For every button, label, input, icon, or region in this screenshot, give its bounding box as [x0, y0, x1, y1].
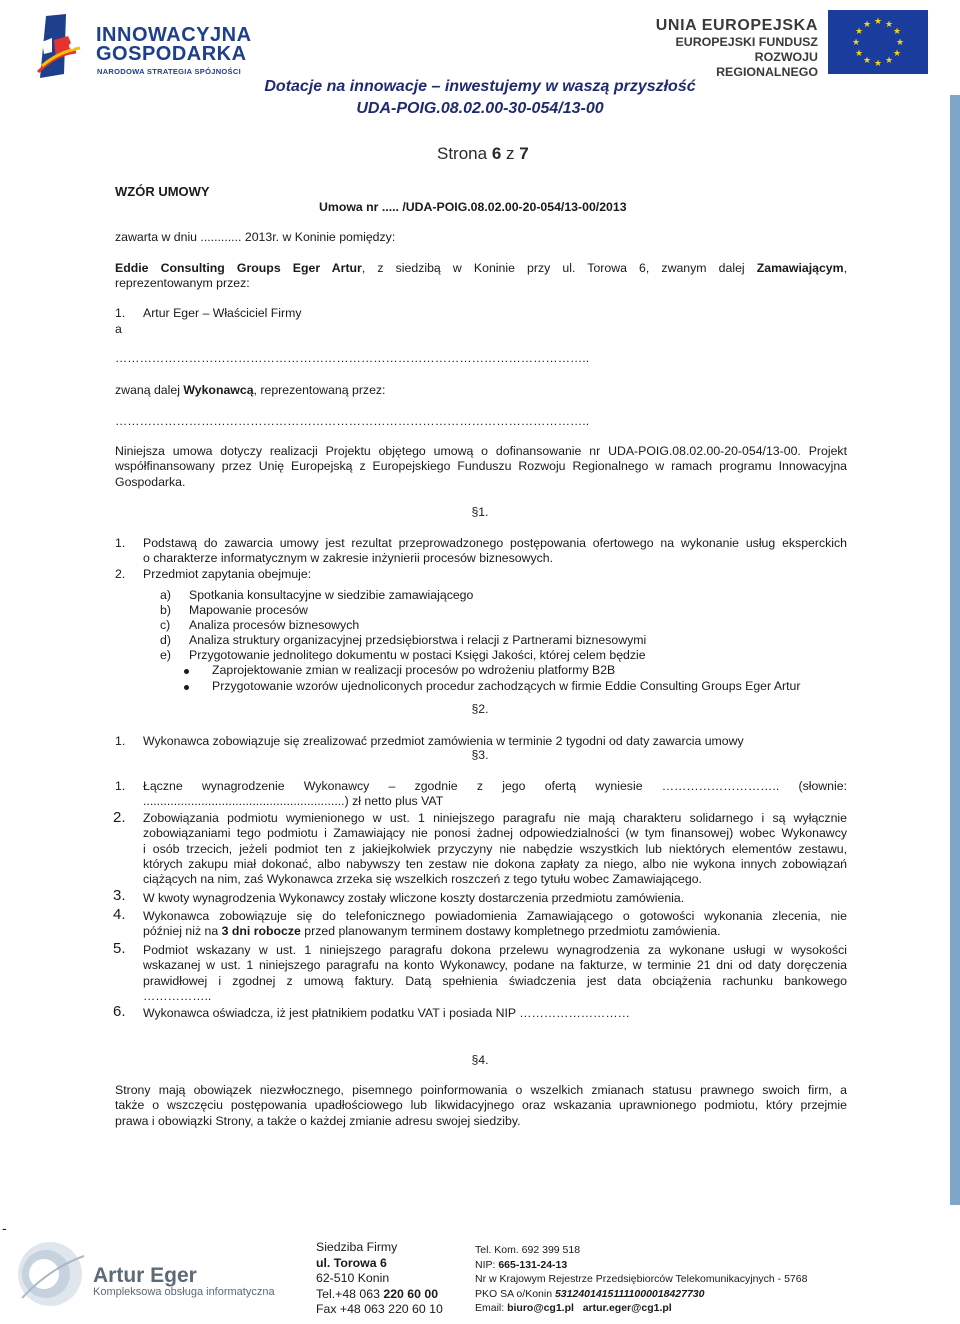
- page-number: [437, 144, 529, 164]
- s1-p1-num: 1.: [115, 536, 126, 550]
- dots-line-1: ……………………………………………………………………………………………………..: [115, 351, 590, 365]
- s3-p4-post: przed planowanym terminem dostawy kompletnego przedmiotu zamówienia.: [300, 924, 721, 939]
- ig-logo-subtitle: NARODOWA STRATEGIA SPÓJNOŚCI: [97, 67, 241, 76]
- list-label: e): [160, 648, 171, 662]
- s4-paragraph: [115, 1083, 847, 1129]
- footer-mobile: Tel. Kom. 692 399 518: [475, 1244, 581, 1256]
- svg-text:★: ★: [854, 49, 864, 59]
- s3-p4-line: [143, 924, 847, 939]
- eu-text-block: [654, 16, 818, 80]
- s3-p2-line: ciążących na nim, zaś Wykonawca zrzeka się wszelkich roszczeń z tego tytułu wobec Zamawiającego.: [143, 872, 702, 887]
- footer-street: ul. Torowa 6: [316, 1255, 387, 1270]
- contract-date: zawarta w dniu ............ 2013r. w Koninie pomiędzy:: [115, 230, 396, 244]
- wyk-role: Wykonawcą: [183, 383, 254, 397]
- s2-p1-num: 1.: [115, 734, 126, 748]
- ue-line3: ROZWOJU REGIONALNEGO: [716, 50, 818, 79]
- s1-p1: [143, 536, 847, 567]
- footer-email-link[interactable]: artur.eger@cg1.pl: [582, 1302, 672, 1315]
- list-label: b): [160, 603, 171, 617]
- svg-text:★: ★: [895, 38, 905, 48]
- ig-line2: GOSPODARKA: [96, 43, 247, 65]
- footer-email-pre: Email:: [475, 1302, 508, 1315]
- dots-line-2: ……………………………………………………………………………………………………..: [115, 414, 590, 428]
- contract-number: Umowa nr ..... /UDA-POIG.08.02.00-20-054/13-00/2013: [319, 200, 627, 214]
- s4-line: także o wszczęciu postępowania upadłościowego lub likwidacyjnego oraz wskazania uprawnionego podmiotu, który przejmie: [115, 1098, 847, 1113]
- s3-p4: [143, 909, 847, 940]
- s3-p3-num: 3.: [113, 887, 126, 904]
- rep-name: Artur Eger – Właściciel Firmy: [143, 306, 302, 320]
- list-item: Przygotowanie jednolitego dokumentu w postaci Księgi Jakości, której celem będzie: [189, 648, 646, 662]
- intro-line: Niniejsza umowa dotyczy realizacji Projektu objętego umową o dofinansowanie nr UDA-POIG.08.02.00-20-054/13-00. Projekt: [115, 444, 847, 458]
- footer-tel-pre: Tel.+48 063: [316, 1286, 384, 1301]
- footer-nip-pre: NIP:: [475, 1258, 499, 1271]
- footer-contact: [475, 1243, 807, 1316]
- footer-logo-sub: Kompleksowa obsługa informatyczna: [93, 1286, 275, 1298]
- s4-line: Strony mają obowiązek niezwłocznego, pisemnego poinformowania o wszelkich zmianach statusu prawnego swoich firm, a: [115, 1083, 847, 1097]
- s3-p4-line: Wykonawca zobowiązuje się do telefonicznego powiadomienia Zamawiającego o gotowości wykonania zlecenia, nie: [143, 909, 847, 923]
- footer-logo-name: Artur Eger: [93, 1264, 197, 1287]
- s3-p2-num: 2.: [113, 809, 126, 826]
- intro-line: Gospodarka.: [115, 474, 186, 489]
- footer-address: [316, 1240, 443, 1318]
- intro-paragraph: [115, 444, 847, 490]
- s3-p4-num: 4.: [113, 906, 126, 923]
- svg-text:★: ★: [851, 38, 861, 48]
- svg-text:★: ★: [854, 27, 864, 37]
- party1-line1: [115, 261, 847, 276]
- list-item: Analiza struktury organizacyjnej przedsiębiorstwa i relacji z Partnerami biznesowymi: [189, 633, 647, 647]
- contractor-line: [115, 383, 385, 397]
- list-label: d): [160, 633, 171, 647]
- intro-line: współfinansowany przez Unię Europejską z Europejskiego Funduszu Rozwoju Regionalnego w ramach programu Innowacyjna: [115, 459, 847, 474]
- s1-p2-num: 2.: [115, 567, 126, 581]
- project-code: UDA-POIG.08.02.00-30-054/13-00: [356, 100, 604, 117]
- page-current: 6: [491, 144, 502, 163]
- section-4-heading: §4.: [471, 1053, 489, 1067]
- s3-p5-line: prawidłowej i zgodnej z umową faktury. Datą spełnienia świadczenia jest data obciążenia rachunku bankowego: [143, 973, 847, 988]
- s3-p1-line: Łączne wynagrodzenie Wykonawcy – zgodnie z jego ofertą wyniesie ……………………….. (słownie:: [143, 779, 847, 793]
- section-2-heading: §2.: [471, 702, 489, 716]
- bullet-icon: [184, 669, 189, 674]
- ig-logo-text: [96, 26, 252, 64]
- party1-line2: reprezentowanym przez:: [115, 276, 250, 290]
- footer-bank-account: 53124014151111000018427730: [554, 1287, 705, 1300]
- footer-email: [475, 1301, 807, 1316]
- footer-nip: [475, 1258, 807, 1273]
- footer-email-link[interactable]: biuro@cg1.pl: [507, 1302, 574, 1315]
- s3-p5-line: wskazanej w ust. 1 niniejszego paragrafu na konto Wykonawcy, podane na fakturze, w terminie 21 dni od daty doręczenia: [143, 958, 847, 973]
- svg-text:★: ★: [884, 20, 894, 30]
- svg-text:★: ★: [892, 27, 902, 37]
- s3-p4-pre: później niż na: [143, 924, 222, 939]
- list-label: a): [160, 588, 171, 602]
- side-ribbon: [950, 95, 960, 1205]
- s1-p1-line: Podstawą do zawarcia umowy jest rezultat przeprowadzonego postępowania ofertowego na wykonanie usług eksperckich: [143, 536, 847, 550]
- s4-line: prawa i obowiązki Strony, a także o każdej zmianie adresu swojej siedziby.: [115, 1113, 521, 1128]
- party1-role: Zamawiającym: [756, 261, 844, 275]
- party1-name: Eddie Consulting Groups Eger Artur: [115, 261, 362, 275]
- s2-p1: Wykonawca zobowiązuje się zrealizować przedmiot zamówienia w terminie 2 tygodni od daty zawarcia umowy: [143, 734, 744, 748]
- and-text: a: [115, 322, 122, 336]
- list-item: Mapowanie procesów: [189, 603, 308, 617]
- party1-tail: ,: [843, 261, 847, 275]
- rep-num: 1.: [115, 306, 126, 320]
- svg-text:★: ★: [892, 49, 902, 59]
- project-title: Dotacje na innowacje – inwestujemy w waszą przyszłość: [264, 78, 696, 95]
- section-1-heading: §1.: [471, 505, 489, 519]
- bullet-item: Zaprojektowanie zmian w realizacji procesów po wdrożeniu platformy B2B: [212, 663, 616, 677]
- footer-nip-val: 665-131-24-13: [498, 1258, 568, 1271]
- list-item: Spotkania konsultacyjne w siedzibie zamawiającego: [189, 588, 474, 602]
- bullet-icon: [184, 685, 189, 690]
- page-of: z: [506, 144, 515, 163]
- s3-p5-line: Podmiot wskazany w ust. 1 niniejszego paragrafu dokona przelewu wynagrodzenia za wykonane usługi w wysokości: [143, 943, 847, 957]
- s3-p2: [143, 811, 847, 887]
- footer-fax: Fax +48 063 220 60 10: [316, 1302, 443, 1316]
- s3-p2-line: Zobowiązania podmiotu wymienionego w ust. 1 niniejszego paragrafu nie mają charakteru solidarnego i są wyłącznie: [143, 811, 847, 825]
- svg-text:★: ★: [873, 17, 883, 27]
- svg-text:★: ★: [862, 20, 872, 30]
- footer-bank-pre: PKO SA o/Konin: [475, 1287, 555, 1300]
- s3-p1-num: 1.: [115, 779, 126, 793]
- svg-text:★: ★: [873, 59, 883, 69]
- s3-p5: [143, 943, 847, 1004]
- s3-p5-num: 5.: [113, 940, 126, 957]
- list-label: c): [160, 618, 171, 632]
- page-total: 7: [519, 144, 529, 163]
- footer-bank: [475, 1287, 807, 1302]
- footer-city: 62-510 Konin: [316, 1271, 390, 1285]
- doc-heading: WZÓR UMOWY: [115, 184, 210, 199]
- eu-flag-icon: [828, 10, 928, 74]
- s3-p3: W kwoty wynagrodzenia Wykonawcy zostały wliczone koszty dostarczenia przedmiotu zamówienia.: [143, 891, 685, 905]
- wyk-post: , reprezentowaną przez:: [253, 383, 386, 397]
- s3-p2-line: zobowiązaniami tego podmiotu i Zamawiający nie ponosi żadnej odpowiedzialności (w tym finansowej) wobec Wykonawcy: [143, 826, 847, 841]
- ue-line2: EUROPEJSKI FUNDUSZ: [675, 35, 818, 49]
- footer-register: Nr w Krajowym Rejestrze Przedsiębiorców Telekomunikacyjnych - 5768: [475, 1273, 808, 1286]
- bullet-item: Przygotowanie wzorów ujednoliconych procedur zachodzących w firmie Eddie Consulting Groups Eger Artur: [212, 679, 801, 693]
- footer-tel: [316, 1287, 443, 1303]
- s3-p5-line: ……………..: [143, 988, 212, 1003]
- s1-p2: Przedmiot zapytania obejmuje:: [143, 567, 312, 581]
- s3-p1: [143, 779, 847, 810]
- footer-tel-bold: 220 60 00: [383, 1286, 439, 1301]
- svg-text:★: ★: [862, 56, 872, 66]
- svg-text:★: ★: [884, 56, 894, 66]
- s3-p6-num: 6.: [113, 1003, 126, 1020]
- s1-p1-line: o charakterze informatycznym w zakresie inżynierii procesów biznesowych.: [143, 551, 554, 566]
- list-item: Analiza procesów biznesowych: [189, 618, 360, 632]
- page-label: Strona: [437, 144, 488, 163]
- ue-line1: UNIA EUROPEJSKA: [655, 17, 818, 34]
- ig-line1: INNOWACYJNA: [96, 24, 252, 46]
- section-3-heading: §3.: [471, 748, 489, 762]
- s3-p1-line: ...........................................................) zł netto plus VAT: [143, 794, 444, 809]
- s3-p2-line: których zakupu miał dokonać, albo nabywszy ten zestaw nie dokona zapłaty za niego, albo nie wykona innych zobowiązań: [143, 856, 847, 871]
- footer-hq-label: Siedziba Firmy: [316, 1240, 398, 1254]
- s3-p6: Wykonawca oświadcza, iż jest płatnikiem podatku VAT i posiada NIP ………………………: [143, 1006, 630, 1020]
- wyk-pre: zwaną dalej: [115, 383, 184, 397]
- page-dash: -: [2, 1220, 7, 1236]
- party1-rest: , z siedzibą w Koninie przy ul. Torowa 6, zwanym dalej: [361, 261, 757, 275]
- s3-p4-bold: 3 dni robocze: [221, 924, 301, 939]
- s3-p2-line: i osób trzecich, jeżeli podmiot ten z jakiejkolwiek przyczyny nie nabędzie wszystkich lub niektórych elementów zestawu,: [143, 841, 847, 856]
